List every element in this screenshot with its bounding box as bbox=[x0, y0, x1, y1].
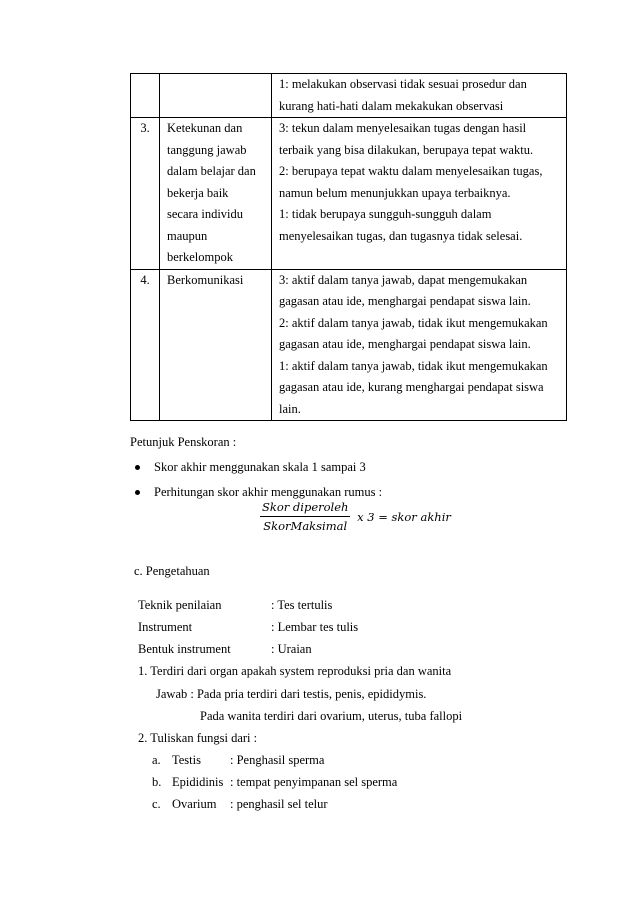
info-value: : Uraian bbox=[271, 642, 312, 656]
aspect-cell bbox=[160, 269, 272, 421]
info-label: Bentuk instrument bbox=[138, 642, 231, 656]
criteria-line: 3: aktif dalam tanya jawab, dapat mengemukakan bbox=[279, 272, 528, 287]
score-formula bbox=[260, 499, 451, 534]
info-label: Instrument bbox=[138, 620, 193, 634]
section-heading-pengetahuan: c. Pengetahuan bbox=[134, 564, 210, 578]
list-item-letter: c. bbox=[152, 797, 161, 811]
row-number: 3. bbox=[140, 121, 150, 135]
criteria-cell bbox=[272, 118, 567, 270]
bullet-icon bbox=[135, 490, 140, 495]
info-label: Teknik penilaian bbox=[138, 598, 222, 612]
answer-1-line-1: Jawab : Pada pria terdiri dari testis, penis, epididymis. bbox=[156, 687, 427, 701]
list-item-term: Testis bbox=[172, 753, 201, 767]
list-item-letter: b. bbox=[152, 775, 162, 789]
criteria-line: 1: melakukan observasi tidak sesuai prosedur dan bbox=[279, 77, 527, 91]
question-2: 2. Tuliskan fungsi dari : bbox=[138, 731, 258, 745]
question-1: 1. Terdiri dari organ apakah system reproduksi pria dan wanita bbox=[138, 664, 452, 678]
criteria-line: namun belum menunjukkan upaya terbaiknya. bbox=[279, 185, 511, 200]
aspect-line: bekerja baik bbox=[167, 185, 229, 200]
aspect-line: berkelompok bbox=[167, 250, 233, 264]
criteria-line: gagasan atau ide, menghargai pendapat siswa lain. bbox=[279, 337, 531, 351]
criteria-cell bbox=[272, 269, 567, 421]
criteria-cell bbox=[272, 74, 567, 118]
aspect-line: maupun bbox=[167, 228, 208, 243]
row-number-cell bbox=[131, 74, 160, 118]
list-item-desc: : tempat penyimpanan sel sperma bbox=[230, 775, 398, 789]
answer-1-line-2: Pada wanita terdiri dari ovarium, uterus, tuba fallopi bbox=[200, 709, 463, 723]
criteria-line: lain. bbox=[279, 401, 301, 416]
formula-result: x 3 = skor akhir bbox=[357, 509, 451, 524]
list-item-term: Ovarium bbox=[172, 797, 217, 811]
aspect-line: secara individu bbox=[167, 207, 244, 221]
aspect-line: tanggung jawab bbox=[167, 142, 247, 157]
list-item-letter: a. bbox=[152, 753, 161, 767]
aspect-cell bbox=[160, 74, 272, 118]
scoring-bullet: Perhitungan skor akhir menggunakan rumus : bbox=[154, 485, 383, 499]
row-number-cell bbox=[131, 269, 160, 421]
criteria-line: menyelesaikan tugas, dan tugasnya tidak selesai. bbox=[279, 228, 523, 243]
aspect-line: Berkomunikasi bbox=[167, 272, 244, 287]
criteria-line: gagasan atau ide, kurang menghargai pendapat siswa bbox=[279, 380, 544, 394]
info-value: : Tes tertulis bbox=[271, 598, 333, 612]
criteria-line: 1: tidak berupaya sungguh-sungguh dalam bbox=[279, 207, 492, 221]
list-item-desc: : penghasil sel telur bbox=[230, 797, 328, 811]
aspect-line: dalam belajar dan bbox=[167, 164, 256, 178]
table-row bbox=[131, 74, 567, 118]
table-row bbox=[131, 118, 567, 270]
scoring-bullet: Skor akhir menggunakan skala 1 sampai 3 bbox=[154, 460, 366, 474]
criteria-line: 1: aktif dalam tanya jawab, tidak ikut mengemukakan bbox=[279, 358, 548, 373]
aspect-line: Ketekunan dan bbox=[167, 121, 243, 135]
row-number: 4. bbox=[140, 272, 150, 287]
scoring-instructions-heading: Petunjuk Penskoran : bbox=[130, 435, 237, 449]
criteria-line: terbaik yang bisa dilakukan, berupaya tepat waktu. bbox=[279, 142, 534, 157]
list-item-term: Epididinis bbox=[172, 775, 224, 789]
aspect-cell bbox=[160, 118, 272, 270]
formula-fraction bbox=[260, 499, 350, 534]
criteria-line: 2: aktif dalam tanya jawab, tidak ikut mengemukakan bbox=[279, 315, 548, 330]
assessment-rubric-table bbox=[130, 73, 567, 421]
criteria-line: 3: tekun dalam menyelesaikan tugas dengan hasil bbox=[279, 121, 527, 135]
row-number-cell bbox=[131, 118, 160, 270]
bullet-icon bbox=[135, 465, 140, 470]
criteria-line: 2: berupaya tepat waktu dalam menyelesaikan tugas, bbox=[279, 164, 543, 178]
table-row bbox=[131, 269, 567, 421]
list-item-desc: : Penghasil sperma bbox=[230, 753, 325, 767]
info-value: : Lembar tes tulis bbox=[271, 620, 359, 634]
criteria-line: gagasan atau ide, menghargai pendapat siswa lain. bbox=[279, 294, 531, 308]
formula-numerator: Skor diperoleh bbox=[260, 499, 350, 517]
formula-denominator: SkorMaksimal bbox=[263, 519, 348, 533]
criteria-line: kurang hati-hati dalam mekakukan observasi bbox=[279, 98, 504, 113]
